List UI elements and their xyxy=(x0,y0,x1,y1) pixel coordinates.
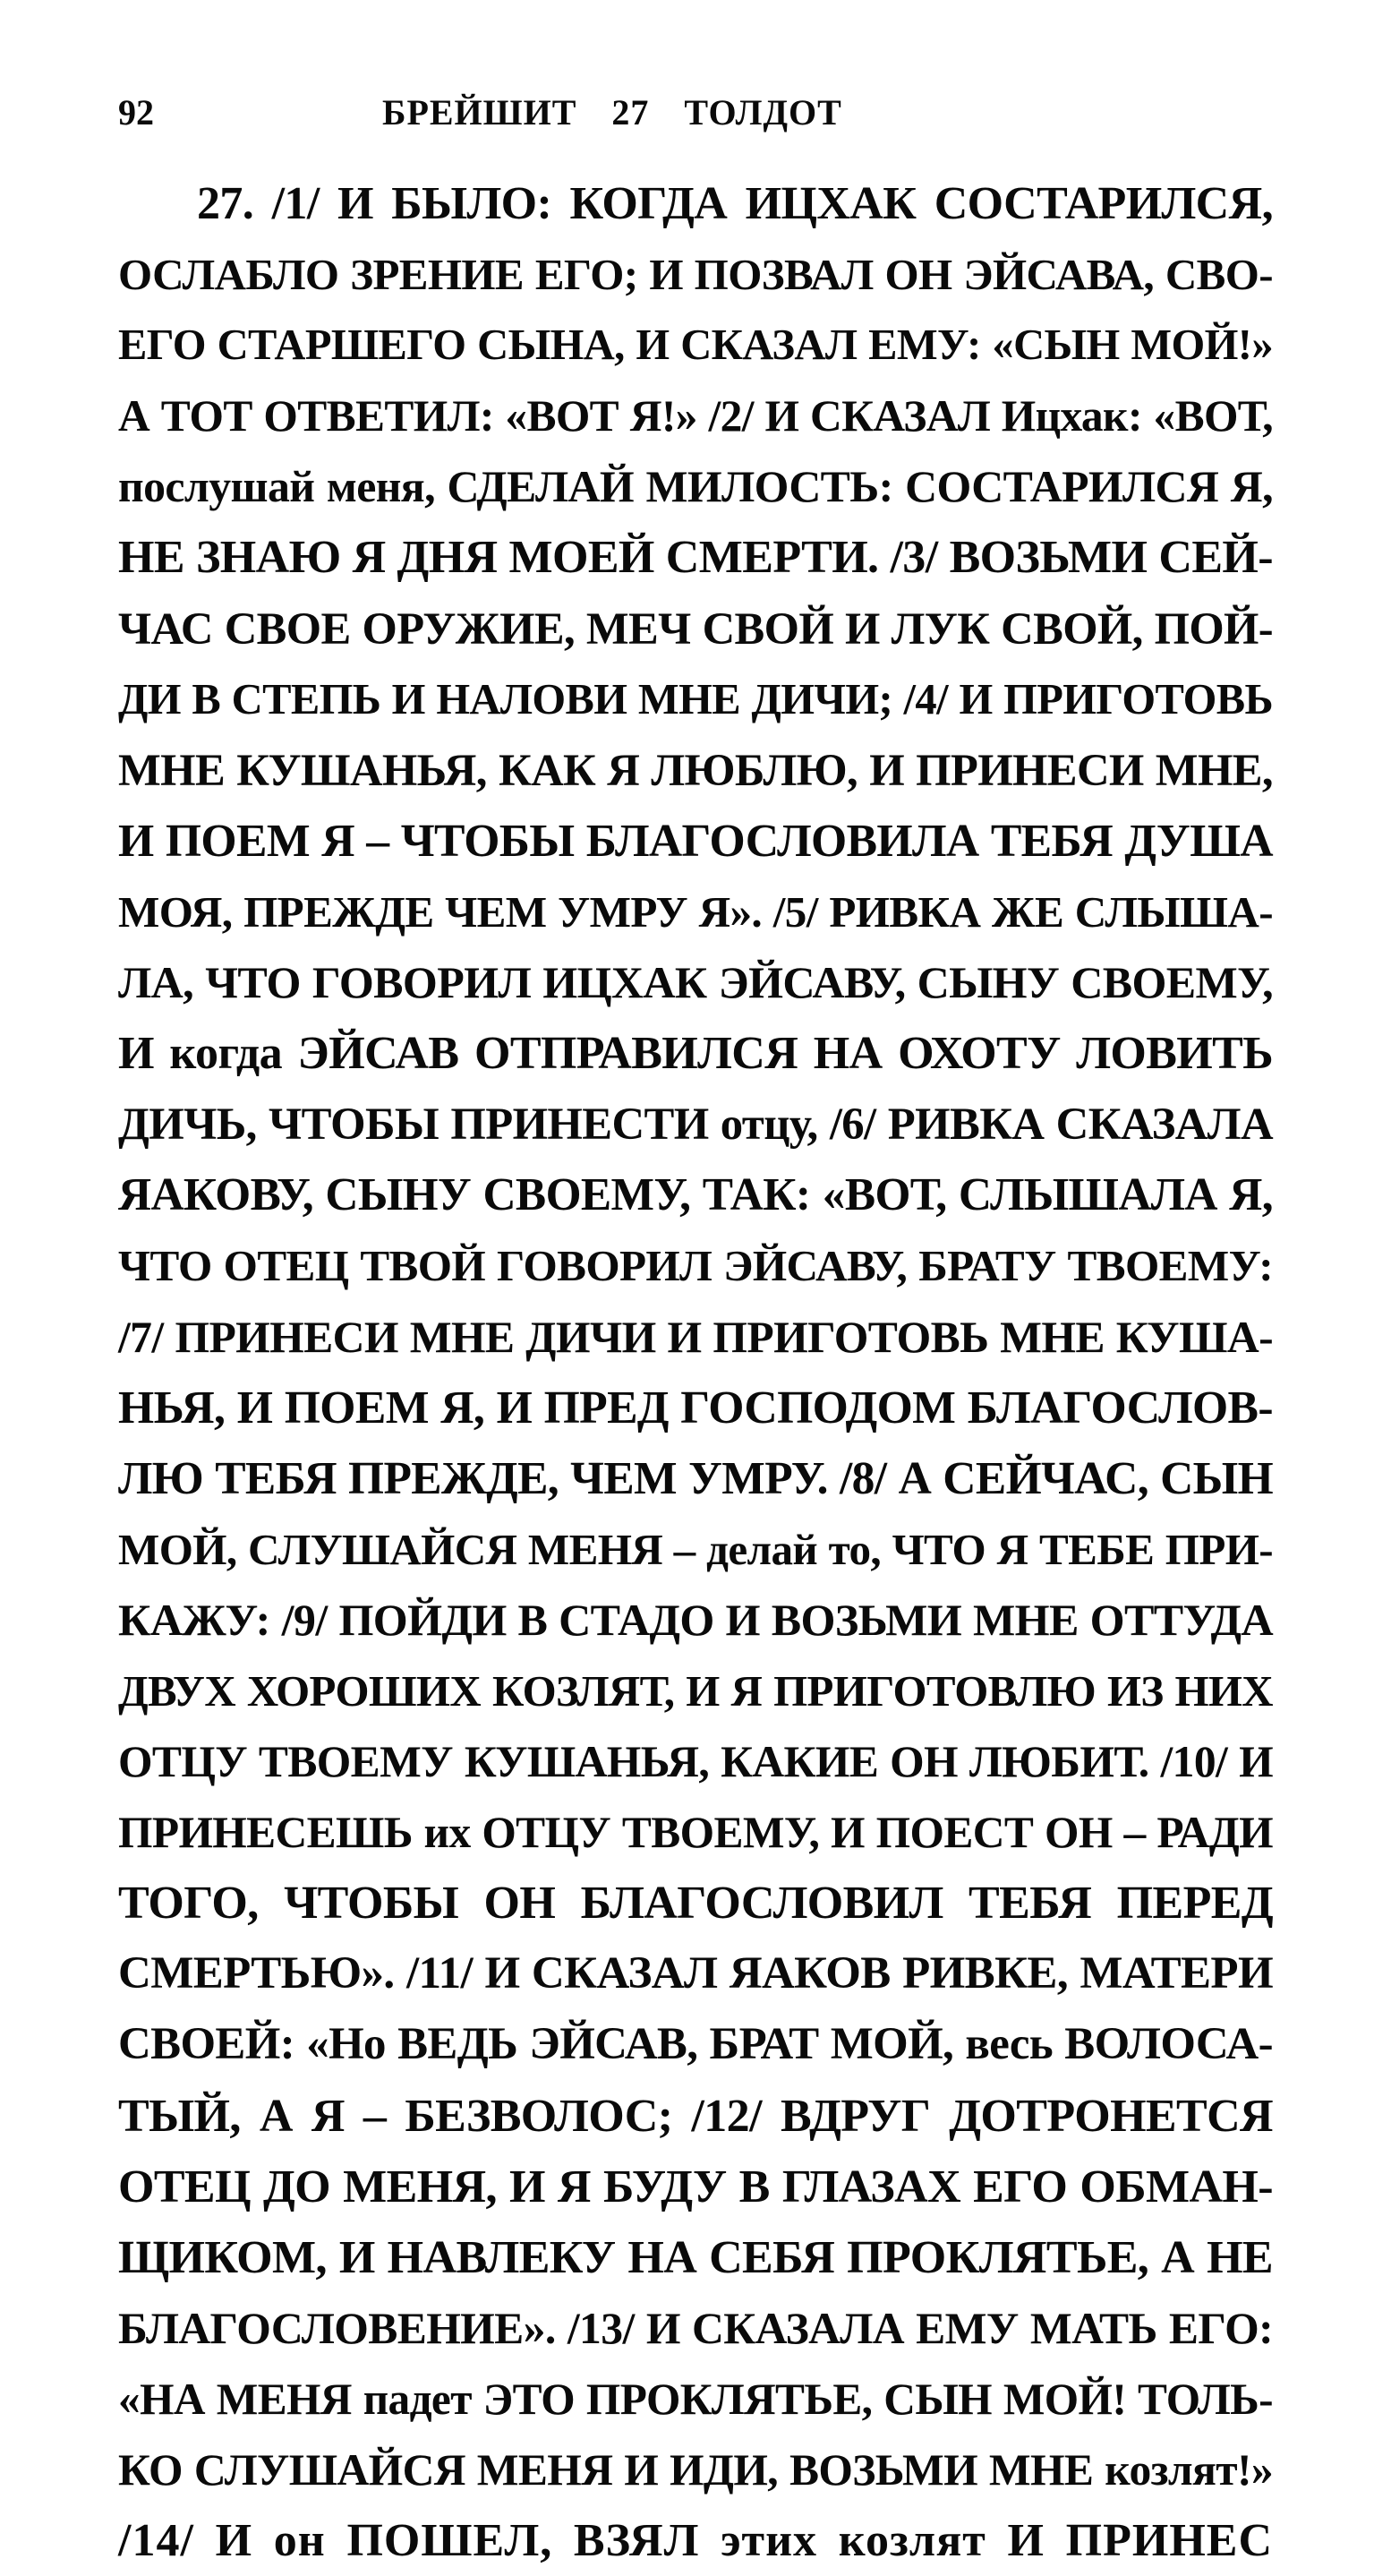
text-line: ОСЛАБЛО ЗРЕНИЕ ЕГО; И ПОЗВАЛ ОН ЭЙСАВА, СВО- xyxy=(118,250,1273,300)
text-line: ДВУХ ХОРОШИХ КОЗЛЯТ, И Я ПРИГОТОВЛЮ ИЗ НИХ xyxy=(118,1665,1273,1716)
text-line: ТОГО, ЧТОБЫ ОН БЛАГОСЛОВИЛ ТЕБЯ ПЕРЕД xyxy=(118,1878,1273,1930)
text-line: МОЯ, ПРЕЖДЕ ЧЕМ УМРУ Я». /5/ РИВКА ЖЕ СЛЫША- xyxy=(118,886,1273,937)
text-line: ТЫЙ, А Я – БЕЗВОЛОС; /12/ ВДРУГ ДОТРОНЕТСЯ xyxy=(118,2090,1273,2142)
text-line: А ТОТ ОТВЕТИЛ: «ВОТ Я!» /2/ И СКАЗАЛ Ицхак: «ВОТ, xyxy=(118,391,1273,441)
text-line: ДИЧЬ, ЧТОБЫ ПРИНЕСТИ отцу, /6/ РИВКА СКАЗАЛА xyxy=(118,1099,1273,1150)
page-header xyxy=(118,86,1273,140)
text-line: ПРИНЕСЕШЬ их ОТЦУ ТВОЕМУ, И ПОЕСТ ОН – РАДИ xyxy=(118,1808,1273,1858)
text-line: СВОЕЙ: «Но ВЕДЬ ЭЙСАВ, БРАТ МОЙ, весь ВОЛОСА- xyxy=(118,2019,1273,2070)
text-line: /14/ И он ПОШЕЛ, ВЗЯЛ этих козлят И ПРИНЕС xyxy=(118,2515,1273,2567)
text-line: 27. /1/ И БЫЛО: КОГДА ИЦХАК СОСТАРИЛСЯ, xyxy=(197,178,1273,229)
text-line: И ПОЕМ Я – ЧТОБЫ БЛАГОСЛОВИЛА ТЕБЯ ДУША xyxy=(118,815,1273,867)
text-line: ЕГО СТАРШЕГО СЫНА, И СКАЗАЛ ЕМУ: «СЫН МОЙ!» xyxy=(118,321,1273,370)
text-line: БЛАГОСЛОВЕНИЕ». /13/ И СКАЗАЛА ЕМУ МАТЬ ЕГО: xyxy=(118,2303,1273,2353)
text-line: ЛЮ ТЕБЯ ПРЕЖДЕ, ЧЕМ УМРУ. /8/ А СЕЙЧАС, СЫН xyxy=(118,1452,1273,1504)
text-line: ЯАКОВУ, СЫНУ СВОЕМУ, ТАК: «ВОТ, СЛЫШАЛА Я, xyxy=(118,1169,1273,1221)
body-text xyxy=(118,168,1273,2576)
text-line: /7/ ПРИНЕСИ МНЕ ДИЧИ И ПРИГОТОВЬ МНЕ КУША- xyxy=(118,1312,1273,1362)
text-line: И когда ЭЙСАВ ОТПРАВИЛСЯ НА ОХОТУ ЛОВИТЬ xyxy=(118,1028,1273,1080)
text-line: МНЕ КУШАНЬЯ, КАК Я ЛЮБЛЮ, И ПРИНЕСИ МНЕ, xyxy=(118,744,1273,795)
text-line: НЬЯ, И ПОЕМ Я, И ПРЕД ГОСПОДОМ БЛАГОСЛОВ- xyxy=(118,1382,1273,1433)
text-line: КАЖУ: /9/ ПОЙДИ В СТАДО И ВОЗЬМИ МНЕ ОТТУДА xyxy=(118,1594,1273,1645)
text-line: ОТЕЦ ДО МЕНЯ, И Я БУДУ В ГЛАЗАХ ЕГО ОБМАН- xyxy=(118,2161,1273,2212)
text-line: ЛА, ЧТО ГОВОРИЛ ИЦХАК ЭЙСАВУ, СЫНУ СВОЕМУ, xyxy=(118,957,1273,1008)
text-line: МОЙ, СЛУШАЙСЯ МЕНЯ – делай то, ЧТО Я ТЕБЕ ПРИ- xyxy=(118,1524,1273,1574)
text-line: ЩИКОМ, И НАВЛЕКУ НА СЕБЯ ПРОКЛЯТЬЕ, А НЕ xyxy=(118,2231,1273,2283)
text-line: послушай меня, СДЕЛАЙ МИЛОСТЬ: СОСТАРИЛСЯ Я, xyxy=(118,462,1273,512)
text-line: «НА МЕНЯ падет ЭТО ПРОКЛЯТЬЕ, СЫН МОЙ! ТОЛЬ- xyxy=(118,2374,1273,2424)
page-number: 92 xyxy=(118,92,154,133)
text-line: ЧАС СВОЕ ОРУЖИЕ, МЕЧ СВОЙ И ЛУК СВОЙ, ПОЙ- xyxy=(118,603,1273,654)
text-line: ДИ В СТЕПЬ И НАЛОВИ МНЕ ДИЧИ; /4/ И ПРИГОТОВЬ xyxy=(118,675,1273,723)
text-line: СМЕРТЬЮ». /11/ И СКАЗАЛ ЯАКОВ РИВКЕ, МАТЕРИ xyxy=(118,1948,1273,1999)
running-title: БРЕЙШИТ 27 ТОЛДОТ xyxy=(382,92,842,133)
text-line: НЕ ЗНАЮ Я ДНЯ МОЕЙ СМЕРТИ. /3/ ВОЗЬМИ СЕЙ- xyxy=(118,532,1273,584)
text-line: ОТЦУ ТВОЕМУ КУШАНЬЯ, КАКИЕ ОН ЛЮБИТ. /10/ И xyxy=(118,1737,1273,1787)
text-line: КО СЛУШАЙСЯ МЕНЯ И ИДИ, ВОЗЬМИ МНЕ козлят!» xyxy=(118,2445,1273,2495)
text-line: ЧТО ОТЕЦ ТВОЙ ГОВОРИЛ ЭЙСАВУ, БРАТУ ТВОЕМУ: xyxy=(118,1241,1273,1291)
